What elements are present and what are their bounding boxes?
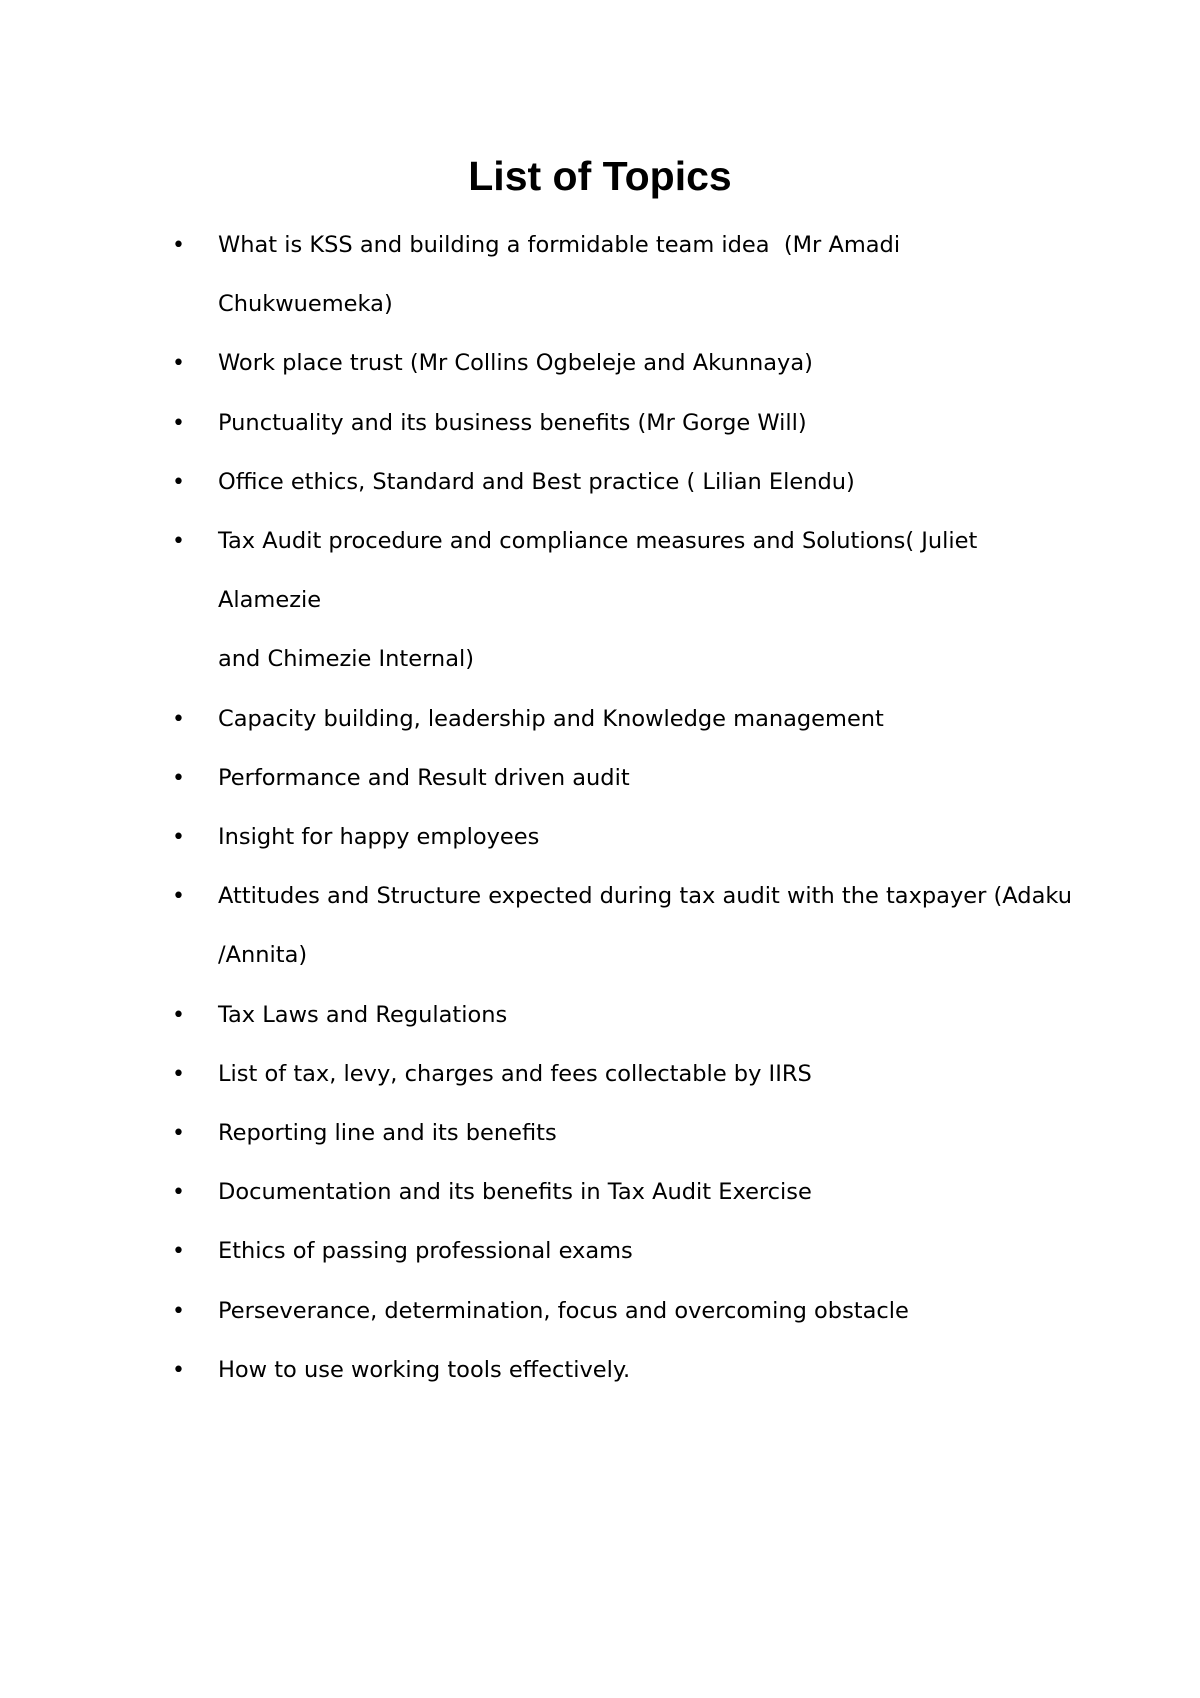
bullet-icon: • — [172, 469, 185, 495]
list-item — [172, 394, 1072, 453]
list-item — [172, 334, 1072, 393]
list-item — [172, 1163, 1072, 1222]
bullet-icon: • — [172, 529, 185, 555]
bullet-icon: • — [172, 1121, 185, 1147]
topic-text: Capacity building, leadership and Knowledge management — [218, 705, 884, 732]
page-title: List of Topics — [468, 153, 732, 199]
list-item — [172, 1222, 1072, 1281]
topic-list — [172, 216, 1072, 1400]
list-item — [172, 1104, 1072, 1163]
bullet-icon: • — [172, 1239, 185, 1265]
list-item — [172, 453, 1072, 512]
topic-text: List of tax, levy, charges and fees collectable by IIRS — [218, 1060, 812, 1087]
topic-text: Ethics of passing professional exams — [218, 1238, 633, 1265]
bullet-icon: • — [172, 1298, 185, 1324]
list-item — [172, 1341, 1072, 1400]
topic-text: Tax Audit procedure and compliance measures and Solutions( Juliet Alamezie and Chimezie Internal) — [218, 528, 978, 673]
topic-text: Office ethics, Standard and Best practice ( Lilian Elendu) — [218, 468, 855, 495]
topic-text: Tax Laws and Regulations — [218, 1001, 508, 1028]
topic-text: Reporting line and its benefits — [218, 1120, 557, 1147]
list-item — [172, 867, 1072, 985]
bullet-icon: • — [172, 1357, 185, 1383]
bullet-icon: • — [172, 233, 185, 258]
list-item — [172, 216, 1072, 334]
topic-text: What is KSS and building a formidable team idea (Mr Amadi Chukwuemeka) — [218, 232, 908, 318]
bullet-icon: • — [172, 765, 185, 791]
list-item — [172, 808, 1072, 867]
list-item — [172, 749, 1072, 808]
list-item — [172, 1045, 1072, 1104]
topic-text: Punctuality and its business benefits (Mr Gorge Will) — [218, 409, 807, 436]
list-item — [172, 512, 1072, 690]
list-item — [172, 1282, 1072, 1341]
topic-text: Performance and Result driven audit — [218, 764, 630, 791]
bullet-icon: • — [172, 1180, 185, 1206]
bullet-icon: • — [172, 825, 185, 851]
bullet-icon: • — [172, 1061, 185, 1087]
topic-text: How to use working tools effectively. — [218, 1356, 631, 1383]
list-item — [172, 986, 1072, 1045]
topic-text: Work place trust (Mr Collins Ogbeleje and Akunnaya) — [218, 350, 813, 377]
topic-text: Insight for happy employees — [218, 824, 540, 851]
bullet-icon: • — [172, 884, 185, 910]
topic-text: Perseverance, determination, focus and overcoming obstacle — [218, 1297, 909, 1324]
topic-text: Documentation and its benefits in Tax Audit Exercise — [218, 1179, 812, 1206]
topic-text: Attitudes and Structure expected during tax audit with the taxpayer (Adaku /Annita) — [218, 883, 1072, 969]
bullet-icon: • — [172, 410, 185, 436]
list-item — [172, 690, 1072, 749]
bullet-icon: • — [172, 706, 185, 732]
bullet-icon: • — [172, 1002, 185, 1028]
bullet-icon: • — [172, 351, 185, 377]
